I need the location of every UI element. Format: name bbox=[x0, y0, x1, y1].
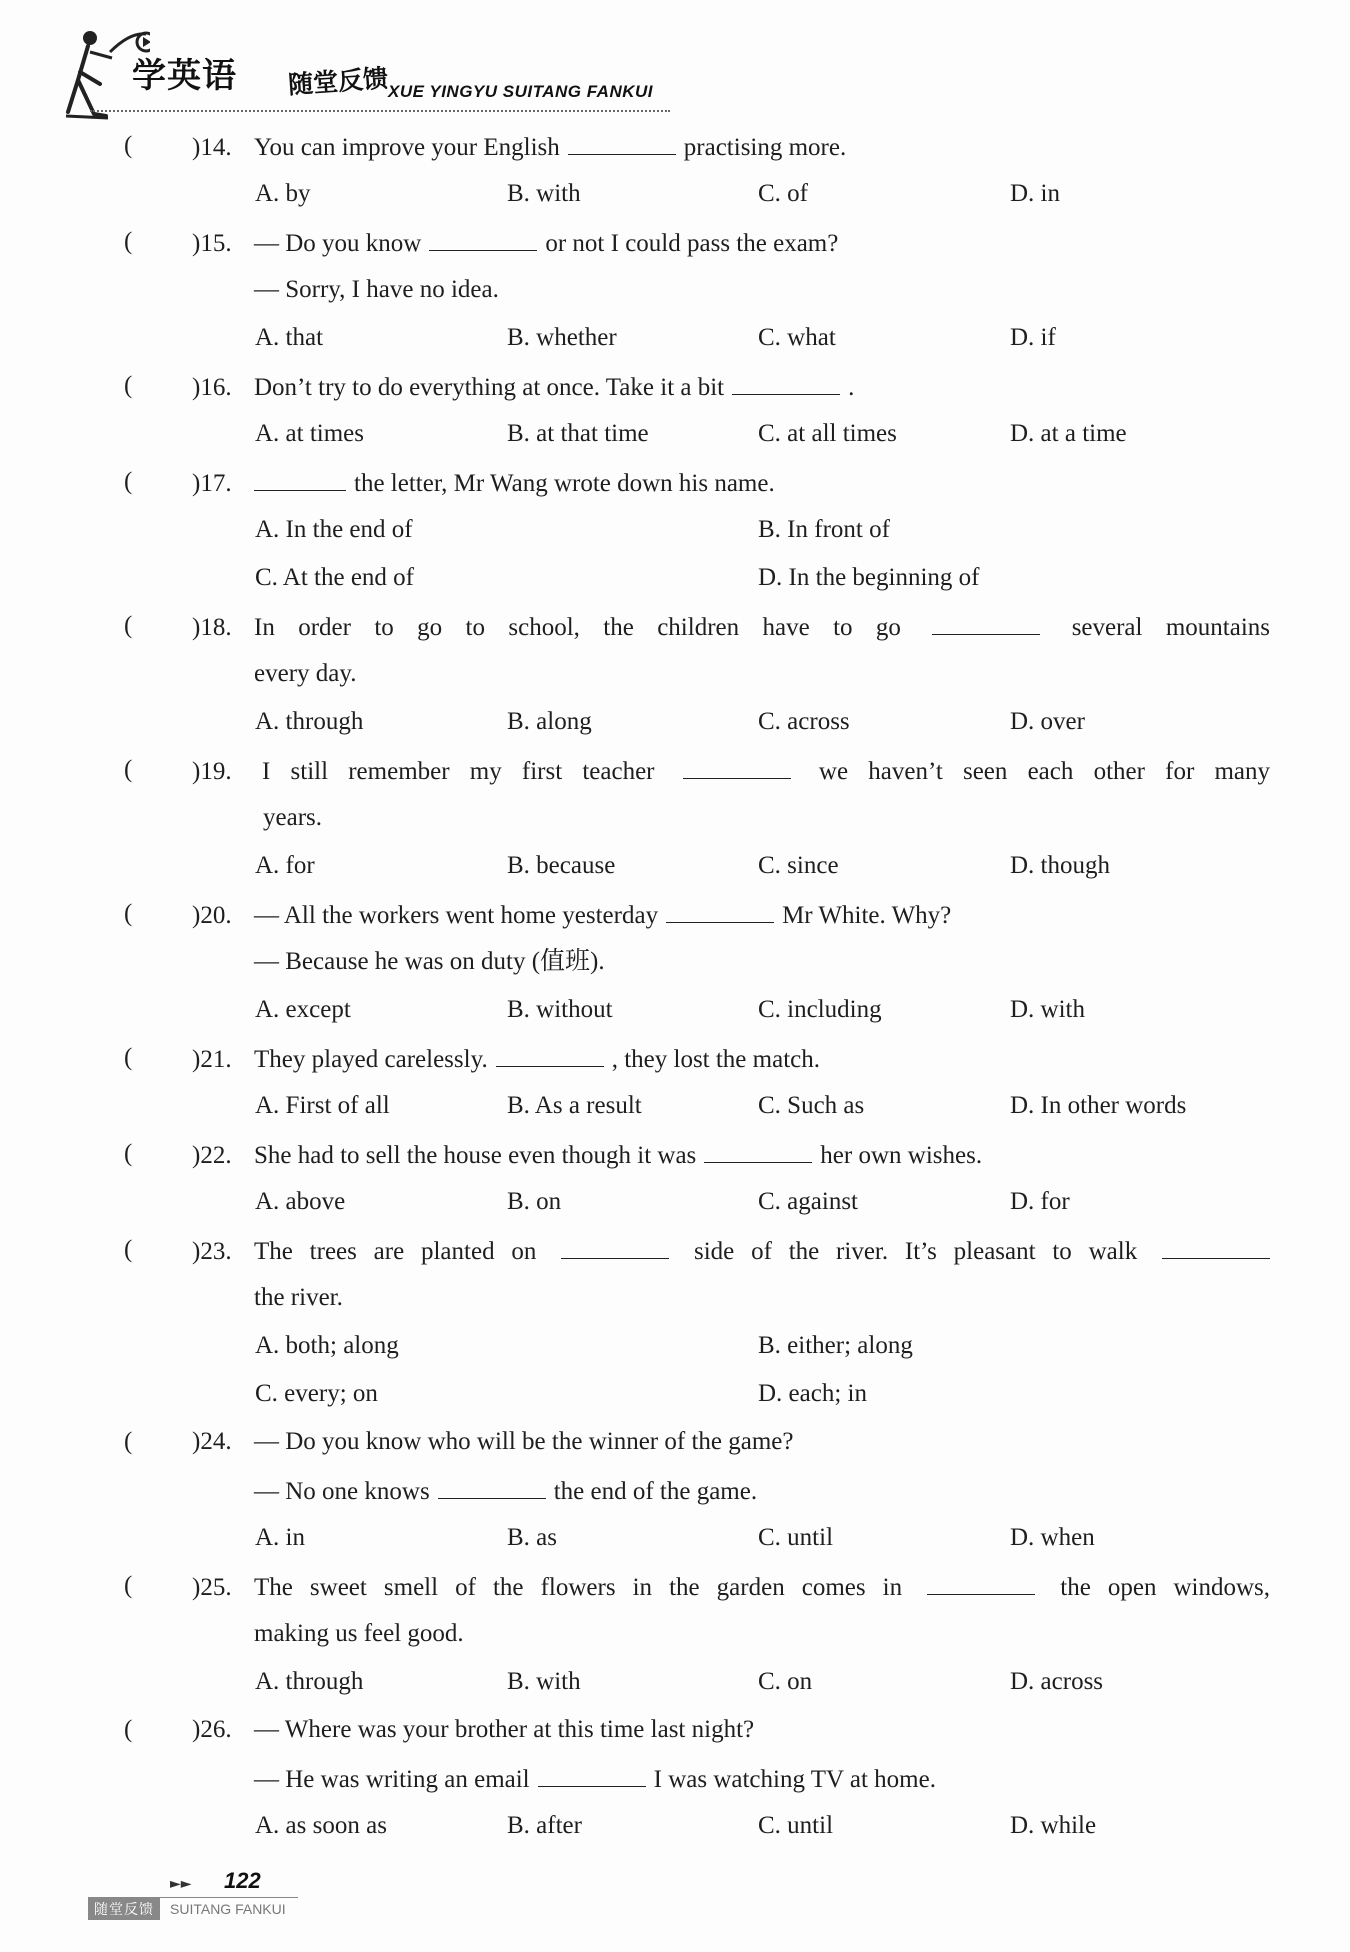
option-b[interactable]: B. along bbox=[507, 708, 592, 735]
answer-paren[interactable]: ( bbox=[124, 228, 133, 255]
question-stem-continued: every day. bbox=[254, 660, 357, 687]
answer-paren[interactable]: ( bbox=[124, 1140, 133, 1167]
option-d[interactable]: D. across bbox=[1010, 1668, 1104, 1695]
header-title-english: XUE YINGYU SUITANG FANKUI bbox=[388, 82, 654, 101]
answer-blank bbox=[561, 1230, 669, 1259]
answer-paren[interactable]: ( bbox=[124, 756, 133, 783]
page-number: 122 bbox=[224, 1868, 261, 1893]
option-b[interactable]: B. because bbox=[507, 852, 616, 879]
reply-text: — No one knows bbox=[254, 1478, 430, 1505]
dialogue-reply bbox=[254, 1470, 757, 1512]
option-b[interactable]: B. In front of bbox=[758, 516, 890, 543]
answer-paren[interactable]: ( bbox=[124, 372, 133, 399]
option-c[interactable]: C. At the end of bbox=[255, 564, 415, 591]
header-subtitle: 随堂反馈 bbox=[287, 63, 390, 100]
option-a[interactable]: A. for bbox=[255, 852, 315, 879]
option-a[interactable]: A. First of all bbox=[255, 1092, 390, 1119]
answer-paren[interactable]: ( bbox=[124, 1236, 133, 1263]
option-d[interactable]: D. In other words bbox=[1010, 1092, 1187, 1119]
dialogue-reply: — Because he was on duty (值班). bbox=[254, 948, 605, 975]
reply-text: — He was writing an email bbox=[254, 1766, 530, 1793]
answer-paren[interactable]: ( bbox=[124, 1044, 133, 1071]
answer-blank bbox=[666, 894, 774, 923]
footer-tag: 随堂反馈 bbox=[88, 1898, 160, 1920]
question-stem: — Where was your brother at this time last night? bbox=[254, 1716, 755, 1743]
option-a[interactable]: A. by bbox=[255, 180, 311, 207]
option-c[interactable]: C. what bbox=[758, 324, 836, 351]
option-c[interactable]: C. against bbox=[758, 1188, 858, 1215]
option-d[interactable]: D. over bbox=[1010, 708, 1085, 735]
option-a[interactable]: A. at times bbox=[255, 420, 365, 447]
option-c[interactable]: C. on bbox=[758, 1668, 813, 1695]
question-number: )25. bbox=[192, 1574, 232, 1601]
option-b[interactable]: B. whether bbox=[507, 324, 617, 351]
answer-blank bbox=[438, 1470, 546, 1499]
option-c[interactable]: C. across bbox=[758, 708, 850, 735]
option-c[interactable]: C. since bbox=[758, 852, 839, 879]
question-stem: side of the river. It’s pleasant to walk bbox=[694, 1238, 1138, 1265]
answer-paren[interactable]: ( bbox=[124, 612, 133, 639]
option-b[interactable]: B. without bbox=[507, 996, 613, 1023]
question-stem: They played carelessly. bbox=[254, 1046, 488, 1073]
question-stem-continued: years. bbox=[263, 804, 322, 831]
question-number: )15. bbox=[192, 230, 232, 257]
question-stem: The sweet smell of the flowers in the garden comes in bbox=[254, 1574, 903, 1601]
answer-blank bbox=[568, 126, 676, 155]
option-c[interactable]: C. of bbox=[758, 180, 808, 207]
question-stem-continued: the river. bbox=[254, 1284, 343, 1311]
option-b[interactable]: B. As a result bbox=[507, 1092, 642, 1119]
answer-blank bbox=[732, 366, 840, 395]
option-d[interactable]: D. In the beginning of bbox=[758, 564, 980, 591]
question-number: )19. bbox=[192, 758, 232, 785]
option-b[interactable]: B. after bbox=[507, 1812, 582, 1839]
answer-blank bbox=[1162, 1230, 1270, 1259]
option-d[interactable]: D. each; in bbox=[758, 1380, 867, 1407]
answer-blank bbox=[683, 750, 791, 779]
option-c[interactable]: C. every; on bbox=[255, 1380, 378, 1407]
answer-blank bbox=[538, 1758, 646, 1787]
question-number: )24. bbox=[192, 1428, 232, 1455]
option-a[interactable]: A. that bbox=[255, 324, 324, 351]
reply-text: I was watching TV at home. bbox=[653, 1766, 936, 1793]
option-d[interactable]: D. if bbox=[1010, 324, 1056, 351]
option-a[interactable]: A. both; along bbox=[255, 1332, 399, 1359]
option-a[interactable]: A. through bbox=[255, 1668, 364, 1695]
option-d[interactable]: D. for bbox=[1010, 1188, 1070, 1215]
question-stem: Mr White. Why? bbox=[782, 902, 952, 929]
question-number: )18. bbox=[192, 614, 232, 641]
answer-paren[interactable]: ( bbox=[124, 468, 133, 495]
question-stem: we haven’t seen each other for many bbox=[818, 758, 1271, 785]
question-stem: practising more. bbox=[683, 134, 847, 161]
option-b[interactable]: B. with bbox=[507, 180, 581, 207]
reply-text: the end of the game. bbox=[553, 1478, 758, 1505]
question-stem: the open windows, bbox=[1060, 1574, 1271, 1601]
question-number: )14. bbox=[192, 134, 232, 161]
question-stem: or not I could pass the exam? bbox=[545, 230, 839, 257]
answer-blank bbox=[704, 1134, 812, 1163]
option-b[interactable]: B. with bbox=[507, 1668, 581, 1695]
answer-paren[interactable]: ( bbox=[124, 1572, 133, 1599]
question-stem: I still remember my first teacher bbox=[262, 758, 655, 785]
question-stem: She had to sell the house even though it was bbox=[254, 1142, 697, 1169]
option-b[interactable]: B. either; along bbox=[758, 1332, 913, 1359]
question-stem: The trees are planted on bbox=[254, 1238, 537, 1265]
page-header bbox=[60, 12, 680, 122]
answer-paren[interactable]: ( bbox=[124, 1428, 133, 1455]
answer-paren[interactable]: ( bbox=[124, 900, 133, 927]
option-d[interactable]: D. with bbox=[1010, 996, 1085, 1023]
option-d[interactable]: D. in bbox=[1010, 180, 1060, 207]
answer-blank bbox=[496, 1038, 604, 1067]
option-c[interactable]: C. until bbox=[758, 1524, 834, 1551]
question-number: )26. bbox=[192, 1716, 232, 1743]
option-a[interactable]: A. In the end of bbox=[255, 516, 413, 543]
question-stem: Don’t try to do everything at once. Take it a bit bbox=[254, 374, 725, 401]
option-b[interactable]: B. at that time bbox=[507, 420, 649, 447]
option-b[interactable]: B. on bbox=[507, 1188, 562, 1215]
answer-blank bbox=[927, 1566, 1035, 1595]
question-number: )22. bbox=[192, 1142, 232, 1169]
question-stem: In order to go to school, the children have to go bbox=[254, 614, 901, 641]
question-stem: You can improve your English bbox=[254, 134, 560, 161]
question-stem: several mountains bbox=[1071, 614, 1271, 641]
answer-paren[interactable]: ( bbox=[124, 132, 133, 159]
option-a[interactable]: A. as soon as bbox=[255, 1812, 387, 1839]
question-stem: , they lost the match. bbox=[611, 1046, 820, 1073]
question-stem: — Do you know bbox=[254, 230, 422, 257]
question-stem-continued: making us feel good. bbox=[254, 1620, 464, 1647]
option-d[interactable]: D. though bbox=[1010, 852, 1110, 879]
question-stem: — Do you know who will be the winner of the game? bbox=[254, 1428, 794, 1455]
answer-blank bbox=[254, 462, 346, 491]
question-number: )23. bbox=[192, 1238, 232, 1265]
question-stem: her own wishes. bbox=[820, 1142, 983, 1169]
option-a[interactable]: A. except bbox=[255, 996, 351, 1023]
double-arrow-icon: ►► bbox=[170, 1876, 192, 1892]
question-stem: — All the workers went home yesterday bbox=[254, 902, 659, 929]
footer-tag-english: SUITANG FANKUI bbox=[170, 1901, 286, 1917]
dialogue-reply: — Sorry, I have no idea. bbox=[254, 276, 499, 303]
option-a[interactable]: A. above bbox=[255, 1188, 346, 1215]
question-number: )20. bbox=[192, 902, 232, 929]
option-d[interactable]: D. at a time bbox=[1010, 420, 1127, 447]
option-c[interactable]: C. at all times bbox=[758, 420, 897, 447]
option-a[interactable]: A. in bbox=[255, 1524, 305, 1551]
answer-blank bbox=[429, 222, 537, 251]
option-c[interactable]: C. until bbox=[758, 1812, 834, 1839]
option-c[interactable]: C. including bbox=[758, 996, 882, 1023]
option-b[interactable]: B. as bbox=[507, 1524, 557, 1551]
dialogue-reply bbox=[254, 1758, 936, 1800]
header-divider bbox=[90, 110, 670, 112]
option-a[interactable]: A. through bbox=[255, 708, 364, 735]
answer-blank bbox=[932, 606, 1040, 635]
answer-paren[interactable]: ( bbox=[124, 1716, 133, 1743]
question-number: )17. bbox=[192, 470, 232, 497]
option-d[interactable]: D. while bbox=[1010, 1812, 1097, 1839]
header-title: 学英语 bbox=[132, 56, 237, 96]
question-stem: . bbox=[848, 374, 855, 401]
question-number: )21. bbox=[192, 1046, 232, 1073]
question-stem: the letter, Mr Wang wrote down his name. bbox=[354, 470, 775, 497]
option-d[interactable]: D. when bbox=[1010, 1524, 1095, 1551]
question-number: )16. bbox=[192, 374, 232, 401]
option-c[interactable]: C. Such as bbox=[758, 1092, 865, 1119]
